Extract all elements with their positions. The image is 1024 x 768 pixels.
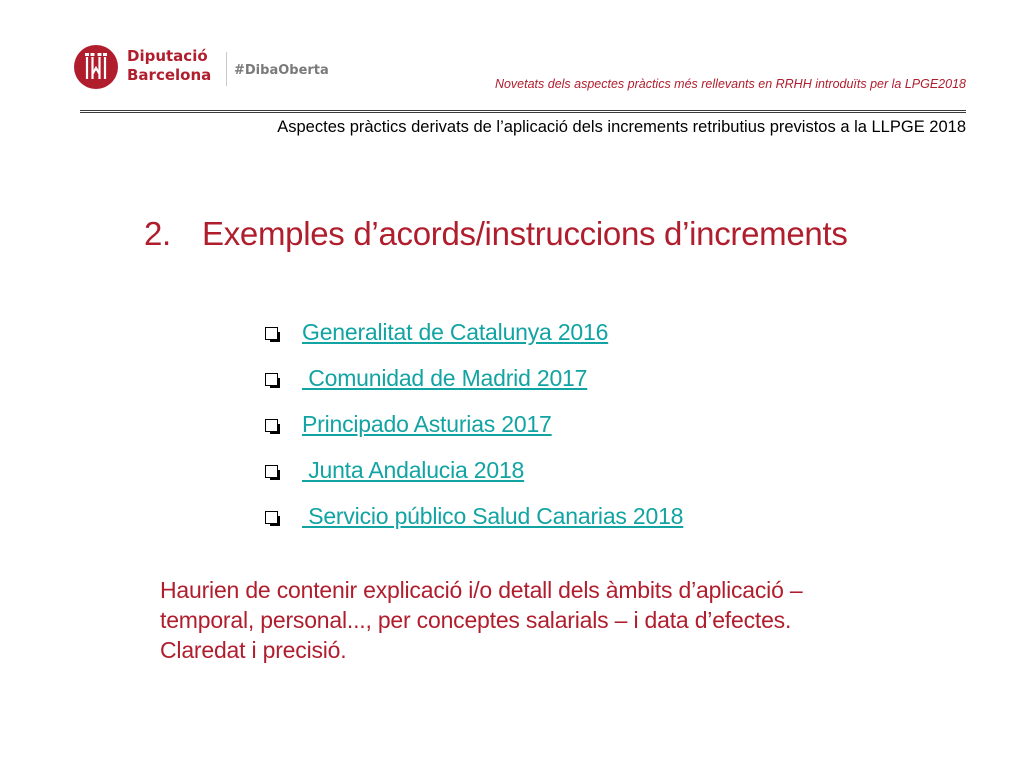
guidance-note <box>160 575 920 665</box>
checkbox-icon <box>265 419 278 432</box>
link-principado-asturias-2017[interactable]: Principado Asturias 2017 <box>302 410 552 437</box>
list-item <box>265 401 683 447</box>
list-item <box>265 493 683 539</box>
note-line: Claredat i precisió. <box>160 637 347 663</box>
section-number: 2. <box>144 215 171 252</box>
header-title: Novetats dels aspectes pràctics més rellevants en RRHH introduïts per la LPGE2018 <box>494 77 966 91</box>
checkbox-icon <box>265 327 278 340</box>
link-junta-andalucia-2018[interactable]: Junta Andalucia 2018 <box>302 456 525 483</box>
checkbox-icon <box>265 465 278 478</box>
brand-name-line2: Barcelona <box>127 66 212 84</box>
link-comunidad-madrid-2017[interactable]: Comunidad de Madrid 2017 <box>302 364 588 391</box>
link-salud-canarias-2018[interactable]: Servicio público Salud Canarias 2018 <box>302 502 684 529</box>
brand-hashtag: #DibaOberta <box>234 63 329 78</box>
brand-name <box>127 47 211 85</box>
diputacio-logo-icon <box>73 44 119 90</box>
section-heading-text: Exemples d’acords/instruccions d’increments <box>202 215 848 252</box>
logo-divider <box>226 52 227 86</box>
slide-subtitle: Aspectes pràctics derivats de l’aplicació dels increments retributius previstos a la LLPGE 2018 <box>277 118 966 136</box>
example-links-list <box>265 309 683 539</box>
note-line: Haurien de contenir explicació i/o detall dels àmbits d’aplicació – <box>160 577 803 603</box>
brand-name-line1: Diputació <box>127 47 208 65</box>
list-item <box>265 355 683 401</box>
checkbox-icon <box>265 511 278 524</box>
header-rule <box>80 110 966 113</box>
link-generalitat-catalunya-2016[interactable]: Generalitat de Catalunya 2016 <box>302 318 609 345</box>
checkbox-icon <box>265 373 278 386</box>
note-line: temporal, personal..., per conceptes salarials – i data d’efectes. <box>160 607 792 633</box>
section-heading <box>144 212 848 256</box>
list-item <box>265 447 683 493</box>
list-item <box>265 309 683 355</box>
